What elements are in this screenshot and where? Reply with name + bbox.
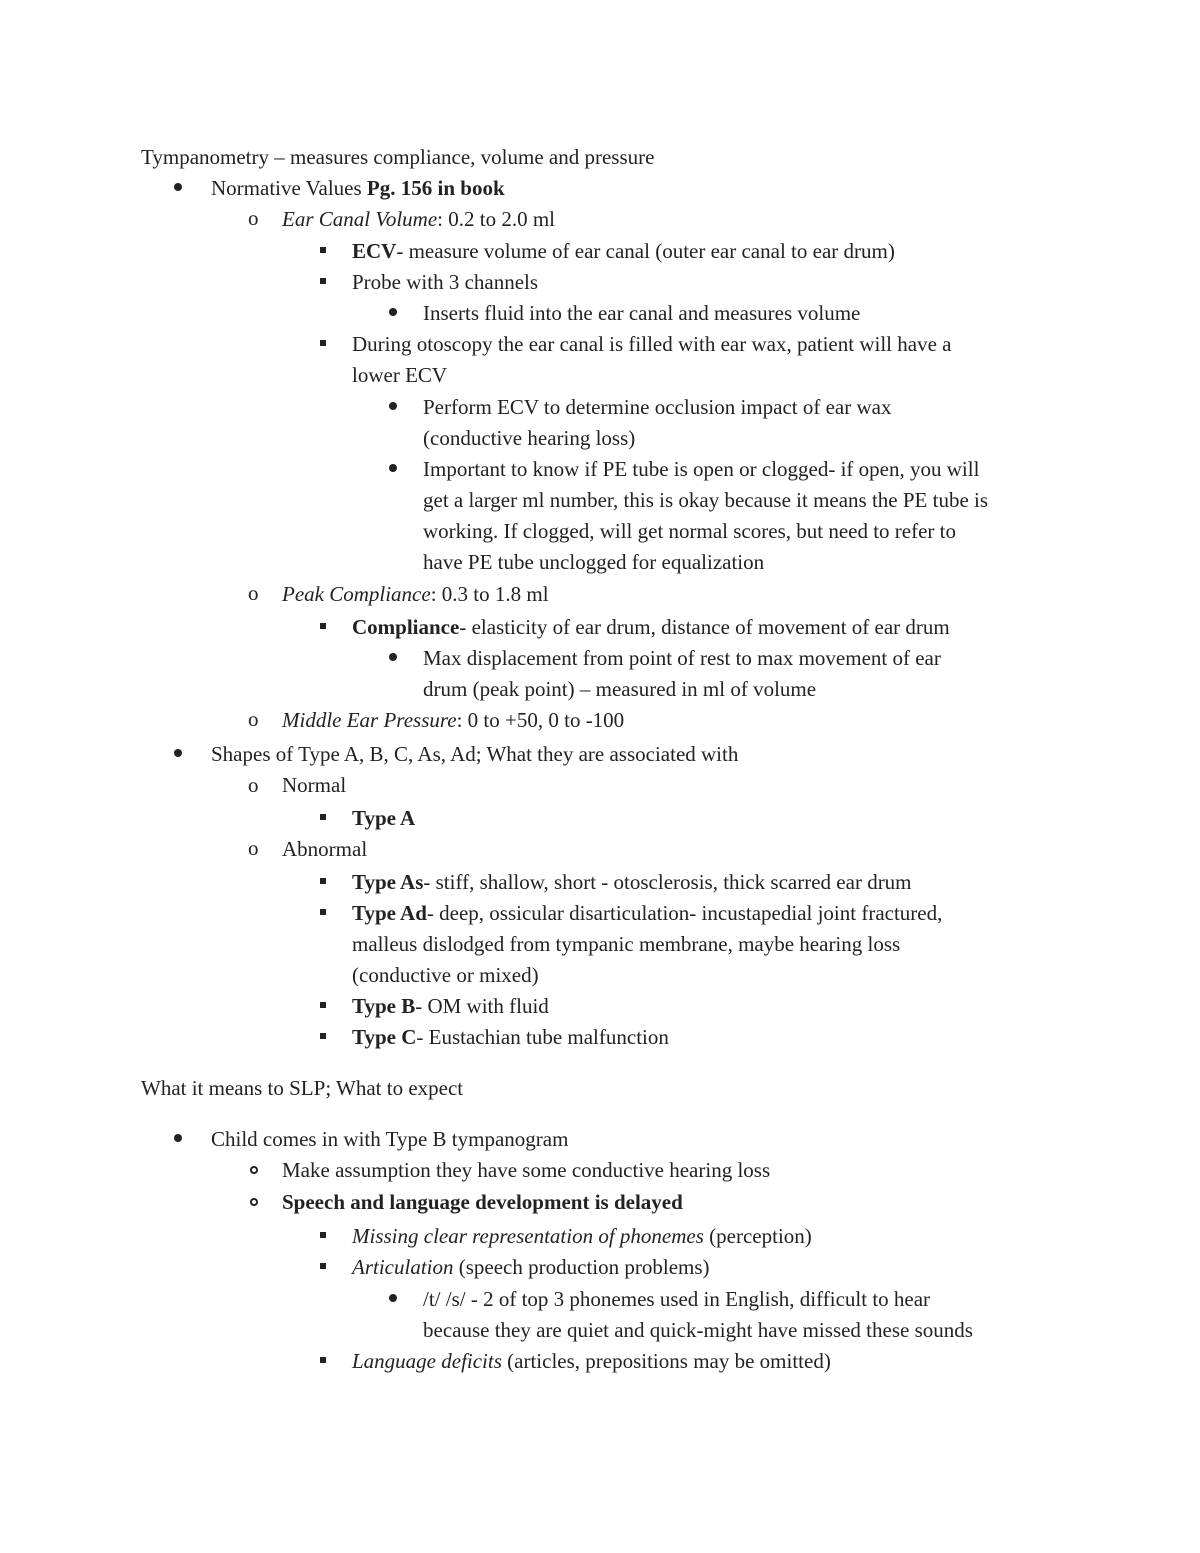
peak-value: : 0.3 to 1.8 ml (430, 582, 549, 606)
mep-name: Middle Ear Pressure (282, 708, 457, 732)
type-ad-rest-1: - deep, ossicular disarticulation- incustapedial joint fractured, (426, 901, 943, 925)
max-text-2: drum (peak point) – measured in ml of volume (423, 677, 817, 701)
bullet-square (320, 909, 326, 915)
perform-text-1: Perform ECV to determine occlusion impact of ear wax (423, 395, 892, 419)
bullet-o: o (248, 773, 259, 797)
ecv-def-bold: ECV (352, 239, 397, 263)
type-b-bold: Type B (352, 994, 416, 1018)
mep-line (282, 710, 624, 731)
ecv-def-line (352, 241, 895, 262)
max-line-2 (423, 679, 816, 700)
type-as-line (352, 872, 912, 893)
title-text: Tympanometry – measures compliance, volume and pressure (141, 145, 655, 169)
ts-text-2: because they are quiet and quick-might have missed these sounds (423, 1318, 973, 1342)
pe-text-1: Important to know if PE tube is open or clogged- if open, you will (423, 457, 980, 481)
bullet-square (320, 814, 326, 820)
type-as-rest: - stiff, shallow, short - otosclerosis, thick scarred ear drum (423, 870, 912, 894)
peak-name: Peak Compliance (282, 582, 431, 606)
pe-line-2 (423, 490, 988, 511)
bullet-square (320, 278, 326, 284)
perform-line-2 (423, 428, 635, 449)
type-a-line (352, 808, 415, 829)
bullet-square (320, 878, 326, 884)
compliance-def-bold: Compliance (352, 615, 460, 639)
type-c-rest: - Eustachian tube malfunction (416, 1025, 669, 1049)
bullet-square (320, 623, 326, 629)
type-a-text: Type A (352, 806, 416, 830)
bullet-square (320, 247, 326, 253)
bullet-square (320, 1002, 326, 1008)
bullet-square (320, 1263, 326, 1269)
delayed-line (282, 1192, 683, 1213)
missing-rest: (perception) (703, 1224, 812, 1248)
abnormal-text: Abnormal (282, 837, 368, 861)
delayed-text: Speech and language development is delayed (282, 1190, 683, 1214)
slp-heading-line (141, 1078, 463, 1099)
perform-line-1 (423, 397, 891, 418)
shapes-line (211, 744, 738, 765)
pe-text-2: get a larger ml number, this is okay because it means the PE tube is (423, 488, 989, 512)
type-c-line (352, 1027, 669, 1048)
probe-text: Probe with 3 channels (352, 270, 539, 294)
pe-text-4: have PE tube unclogged for equalization (423, 550, 765, 574)
bullet-dot (174, 749, 182, 757)
missing-italic: Missing clear representation of phonemes (352, 1224, 704, 1248)
pe-text-3: working. If clogged, will get normal scores, but need to refer to (423, 519, 957, 543)
peak-line (282, 584, 549, 605)
otoscopy-line-2 (352, 365, 447, 386)
bullet-dot (389, 1294, 397, 1302)
bullet-square (320, 1232, 326, 1238)
artic-rest: (speech production problems) (453, 1255, 710, 1279)
bullet-dot (389, 653, 397, 661)
bullet-o: o (248, 581, 259, 605)
max-text-1: Max displacement from point of rest to max movement of ear (423, 646, 941, 670)
bullet-dot (389, 308, 397, 316)
bullet-dot (174, 183, 182, 191)
type-ad-line-2 (352, 934, 900, 955)
bullet-o: o (248, 836, 259, 860)
assume-line (282, 1160, 770, 1181)
pe-line-4 (423, 552, 764, 573)
pe-line-3 (423, 521, 956, 542)
bullet-square (320, 1357, 326, 1363)
ecv-def-rest: - measure volume of ear canal (outer ear canal to ear drum) (396, 239, 895, 263)
artic-italic: Articulation (352, 1255, 454, 1279)
normative-ref: Pg. 156 in book (366, 176, 505, 200)
pe-line-1 (423, 459, 979, 480)
type-c-bold: Type C (352, 1025, 417, 1049)
type-ad-line-1 (352, 903, 942, 924)
slp-heading: What it means to SLP; What to expect (141, 1076, 464, 1100)
ecv-value: : 0.2 to 2.0 ml (437, 207, 556, 231)
lang-italic: Language deficits (352, 1349, 502, 1373)
shapes-text: Shapes of Type A, B, C, As, Ad; What they are associated with (211, 742, 739, 766)
otoscopy-line-1 (352, 334, 951, 355)
type-ad-line-3 (352, 965, 539, 986)
child-line (211, 1129, 568, 1150)
max-line-1 (423, 648, 941, 669)
artic-line (352, 1257, 710, 1278)
probe-sub-line (423, 303, 860, 324)
bullet-square (320, 1033, 326, 1039)
ecv-name: Ear Canal Volume (282, 207, 438, 231)
bullet-o: o (248, 707, 259, 731)
ecv-line (282, 209, 555, 230)
lang-line (352, 1351, 831, 1372)
normal-text: Normal (282, 773, 347, 797)
perform-text-2: (conductive hearing loss) (423, 426, 636, 450)
abnormal-line (282, 839, 367, 860)
type-ad-bold: Type Ad (352, 901, 427, 925)
type-b-line (352, 996, 549, 1017)
probe-sub-text: Inserts fluid into the ear canal and measures volume (423, 301, 861, 325)
type-b-rest: - OM with fluid (415, 994, 549, 1018)
normal-line (282, 775, 346, 796)
lang-rest: (articles, prepositions may be omitted) (501, 1349, 831, 1373)
bullet-ring (250, 1166, 258, 1174)
probe-line (352, 272, 538, 293)
ts-line-2 (423, 1320, 973, 1341)
bullet-o: o (248, 206, 259, 230)
compliance-def-rest: - elasticity of ear drum, distance of movement of ear drum (459, 615, 950, 639)
title-line (141, 147, 654, 168)
type-ad-rest-3: (conductive or mixed) (352, 963, 539, 987)
assume-text: Make assumption they have some conductive hearing loss (282, 1158, 771, 1182)
normative-label: Normative Values (211, 176, 367, 200)
ts-line-1 (423, 1289, 930, 1310)
type-as-bold: Type As (352, 870, 424, 894)
ts-text-1: /t/ /s/ - 2 of top 3 phonemes used in English, difficult to hear (423, 1287, 931, 1311)
mep-value: : 0 to +50, 0 to -100 (456, 708, 625, 732)
bullet-ring (250, 1198, 258, 1206)
bullet-dot (174, 1134, 182, 1142)
bullet-dot (389, 464, 397, 472)
otoscopy-text-2: lower ECV (352, 363, 448, 387)
compliance-def-line (352, 617, 950, 638)
bullet-square (320, 340, 326, 346)
missing-line (352, 1226, 812, 1247)
child-text: Child comes in with Type B tympanogram (211, 1127, 569, 1151)
otoscopy-text-1: During otoscopy the ear canal is filled with ear wax, patient will have a (352, 332, 952, 356)
bullet-dot (389, 402, 397, 410)
type-ad-rest-2: malleus dislodged from tympanic membrane, maybe hearing loss (352, 932, 901, 956)
normative-line (211, 178, 505, 199)
